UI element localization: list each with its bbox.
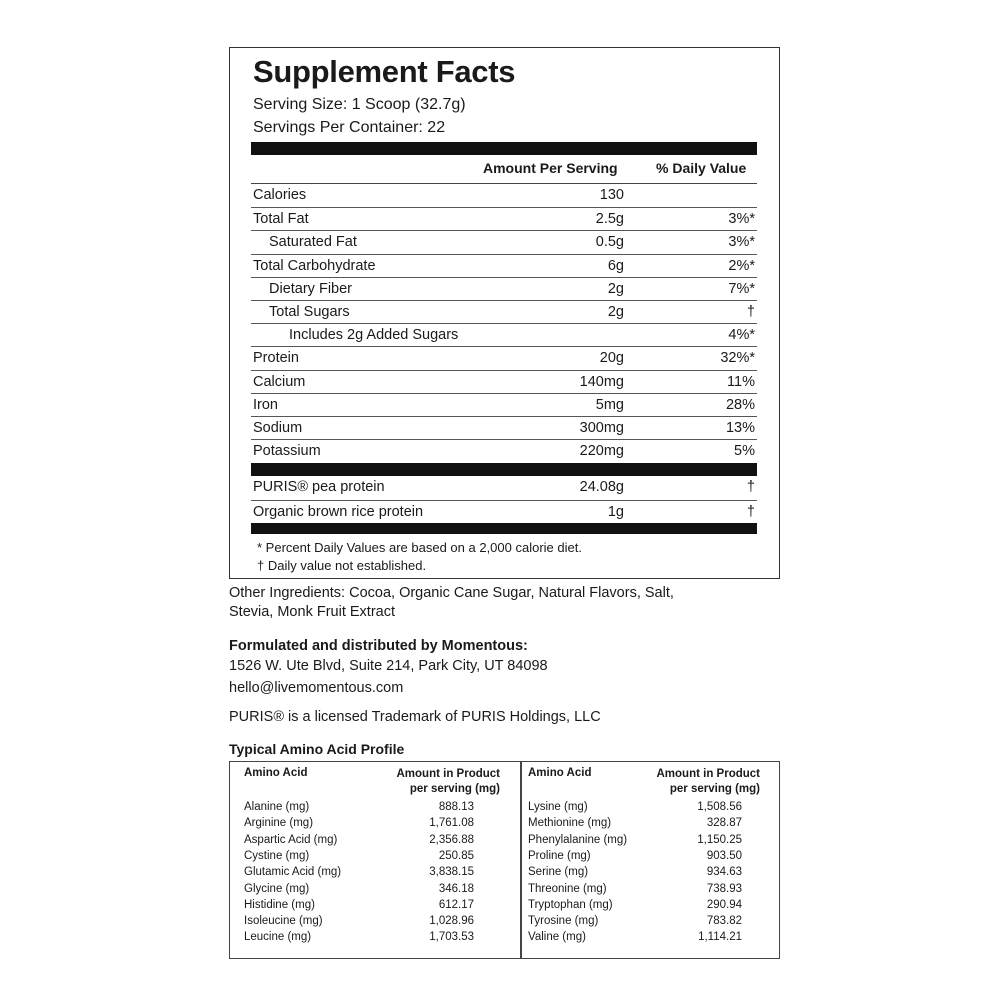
- amino-name: Glycine (mg): [244, 882, 310, 895]
- nutrient-name: Dietary Fiber: [269, 280, 352, 297]
- nutrient-daily-value: 7%*: [728, 280, 755, 297]
- footnote-not-established: † Daily value not established.: [257, 558, 427, 573]
- amino-row: [528, 899, 760, 915]
- amino-row: [528, 866, 760, 882]
- nutrient-row: [251, 277, 757, 300]
- amino-value: 783.82: [706, 915, 742, 928]
- nutrient-daily-value: 4%*: [728, 327, 755, 344]
- nutrient-row: [251, 323, 757, 346]
- nutrient-row: [251, 416, 757, 439]
- nutrient-name: Calories: [253, 187, 307, 203]
- distributor-info: [229, 637, 548, 698]
- amino-name: Arginine (mg): [244, 817, 314, 830]
- amino-value: 3,838.15: [429, 866, 474, 879]
- nutrient-row: [251, 300, 757, 323]
- nutrient-row: [251, 370, 757, 393]
- amino-column-right: [528, 762, 760, 958]
- nutrient-amount: 300mg: [579, 420, 624, 436]
- amino-value: 346.18: [438, 882, 474, 895]
- other-ingredients: [229, 584, 674, 622]
- amino-value: 1,703.53: [429, 931, 474, 944]
- amino-name: Tryptophan (mg): [528, 898, 613, 911]
- nutrient-amount: 130: [599, 187, 624, 203]
- nutrient-amount: 6g: [607, 257, 624, 274]
- amino-row: [528, 801, 760, 817]
- amino-value: 612.17: [438, 898, 474, 911]
- footnote-daily-values: * Percent Daily Values are based on a 2,000 calorie diet.: [257, 540, 582, 555]
- amino-acid-header: Amino Acid: [244, 767, 308, 779]
- thick-divider: [251, 463, 757, 476]
- amino-row: [244, 834, 500, 850]
- other-ingredients-line: Other Ingredients: Cocoa, Organic Cane Sugar, Natural Flavors, Salt,: [229, 585, 674, 601]
- protein-daily-value: †: [746, 479, 755, 495]
- nutrient-name: Total Fat: [253, 211, 309, 228]
- amino-value: 328.87: [706, 817, 742, 830]
- amino-row: [244, 817, 500, 833]
- amino-row: [244, 866, 500, 882]
- serving-size: Serving Size: 1 Scoop (32.7g): [253, 96, 466, 113]
- facts-title: Supplement Facts: [253, 54, 516, 89]
- protein-amount: 1g: [607, 504, 624, 520]
- nutrient-row: [251, 346, 757, 369]
- amino-row: [528, 850, 760, 866]
- nutrient-amount: 0.5g: [595, 234, 624, 251]
- amino-value: 888.13: [438, 801, 474, 813]
- nutrient-amount: 5mg: [595, 396, 624, 413]
- supplement-facts-panel: [229, 47, 780, 579]
- amino-row: [528, 817, 760, 833]
- column-divider: [520, 762, 522, 958]
- amino-row: [528, 883, 760, 899]
- nutrient-daily-value: 3%*: [728, 234, 755, 251]
- nutrient-row: [251, 439, 757, 462]
- nutrient-row: [251, 393, 757, 416]
- amino-name: Histidine (mg): [244, 898, 315, 911]
- amount-header-line: per serving (mg): [409, 783, 500, 795]
- thick-divider: [251, 142, 757, 155]
- protein-row: [251, 476, 757, 499]
- amino-name: Phenylalanine (mg): [528, 833, 628, 846]
- amino-row: [528, 834, 760, 850]
- nutrient-daily-value: †: [746, 304, 755, 320]
- amino-value: 903.50: [706, 849, 742, 862]
- amount-header: [397, 767, 501, 797]
- nutrient-name: Includes 2g Added Sugars: [289, 327, 459, 344]
- thick-divider: [251, 523, 757, 534]
- amino-name: Tyrosine (mg): [528, 915, 599, 928]
- nutrient-name: Total Sugars: [269, 304, 350, 320]
- amino-row: [528, 915, 760, 931]
- amino-value: 1,508.56: [697, 801, 742, 813]
- protein-name: Organic brown rice protein: [253, 504, 424, 520]
- nutrient-amount: 2g: [607, 304, 624, 320]
- amino-name: Alanine (mg): [244, 801, 310, 813]
- protein-daily-value: †: [746, 504, 755, 520]
- nutrient-amount: 2g: [607, 280, 624, 297]
- amino-acid-header: Amino Acid: [528, 767, 592, 779]
- nutrient-row: [251, 184, 757, 207]
- amino-name: Methionine (mg): [528, 817, 612, 830]
- amino-row: [244, 883, 500, 899]
- nutrient-name: Sodium: [253, 420, 303, 436]
- amino-acid-table: [229, 761, 780, 959]
- amino-value: 250.85: [438, 849, 474, 862]
- amount-header-line: Amount in Product: [396, 768, 500, 780]
- nutrient-name: Saturated Fat: [269, 234, 357, 251]
- amino-value: 934.63: [706, 866, 742, 879]
- amount-header: [657, 767, 761, 797]
- trademark-notice: PURIS® is a licensed Trademark of PURIS Holdings, LLC: [229, 709, 601, 725]
- amino-name: Serine (mg): [528, 866, 589, 879]
- amino-name: Threonine (mg): [528, 882, 607, 895]
- nutrient-daily-value: 13%: [725, 420, 755, 436]
- amount-per-serving-header: Amount Per Serving: [483, 160, 618, 176]
- protein-amount: 24.08g: [579, 479, 624, 495]
- amino-row: [244, 801, 500, 817]
- amino-value: 738.93: [706, 882, 742, 895]
- amino-name: Lysine (mg): [528, 801, 588, 813]
- other-ingredients-line: Stevia, Monk Fruit Extract: [229, 604, 395, 620]
- amino-value: 1,150.25: [697, 833, 742, 846]
- amino-name: Proline (mg): [528, 849, 591, 862]
- amino-value: 2,356.88: [429, 833, 474, 846]
- amino-row: [528, 931, 760, 947]
- nutrient-amount: 220mg: [579, 443, 624, 460]
- amino-column-left: [244, 762, 500, 958]
- nutrient-row: [251, 207, 757, 230]
- nutrient-name: Calcium: [253, 373, 306, 390]
- nutrient-daily-value: 11%: [727, 373, 755, 390]
- protein-name: PURIS® pea protein: [253, 479, 385, 495]
- amino-name: Isoleucine (mg): [244, 915, 323, 928]
- amino-row: [244, 850, 500, 866]
- amino-row: [244, 915, 500, 931]
- amino-name: Aspartic Acid (mg): [244, 833, 338, 846]
- nutrient-name: Potassium: [253, 443, 321, 460]
- nutrient-name: Total Carbohydrate: [253, 257, 376, 274]
- amount-header-line: Amount in Product: [656, 768, 760, 780]
- amino-row: [244, 931, 500, 947]
- amino-name: Glutamic Acid (mg): [244, 866, 342, 879]
- nutrient-row: [251, 230, 757, 253]
- nutrient-daily-value: 2%*: [728, 257, 755, 274]
- amino-row: [244, 899, 500, 915]
- nutrient-daily-value: 5%: [734, 443, 755, 460]
- nutrient-amount: 20g: [599, 350, 624, 367]
- nutrient-name: Protein: [253, 350, 299, 367]
- nutrient-amount: 140mg: [579, 373, 624, 390]
- amino-profile-title: Typical Amino Acid Profile: [229, 741, 405, 757]
- amino-name: Cystine (mg): [244, 849, 310, 862]
- amino-value: 290.94: [706, 898, 742, 911]
- protein-row: [251, 500, 757, 523]
- nutrient-daily-value: 3%*: [728, 211, 755, 228]
- servings-per-container: Servings Per Container: 22: [253, 119, 446, 136]
- nutrient-name: Iron: [253, 396, 278, 413]
- distributor-email: hello@livemomentous.com: [229, 680, 404, 696]
- distributor-heading: Formulated and distributed by Momentous:: [229, 638, 528, 654]
- amino-name: Leucine (mg): [244, 931, 312, 944]
- amino-value: 1,028.96: [429, 915, 474, 928]
- daily-value-header: % Daily Value: [656, 160, 747, 176]
- nutrient-row: [251, 254, 757, 277]
- amino-value: 1,761.08: [429, 817, 474, 830]
- nutrient-daily-value: 28%: [725, 396, 755, 413]
- distributor-address: 1526 W. Ute Blvd, Suite 214, Park City, UT 84098: [229, 658, 548, 674]
- nutrient-amount: 2.5g: [595, 211, 624, 228]
- amount-header-line: per serving (mg): [669, 783, 760, 795]
- amino-value: 1,114.21: [698, 931, 742, 944]
- amino-name: Valine (mg): [528, 931, 586, 944]
- nutrient-daily-value: 32%*: [720, 350, 755, 367]
